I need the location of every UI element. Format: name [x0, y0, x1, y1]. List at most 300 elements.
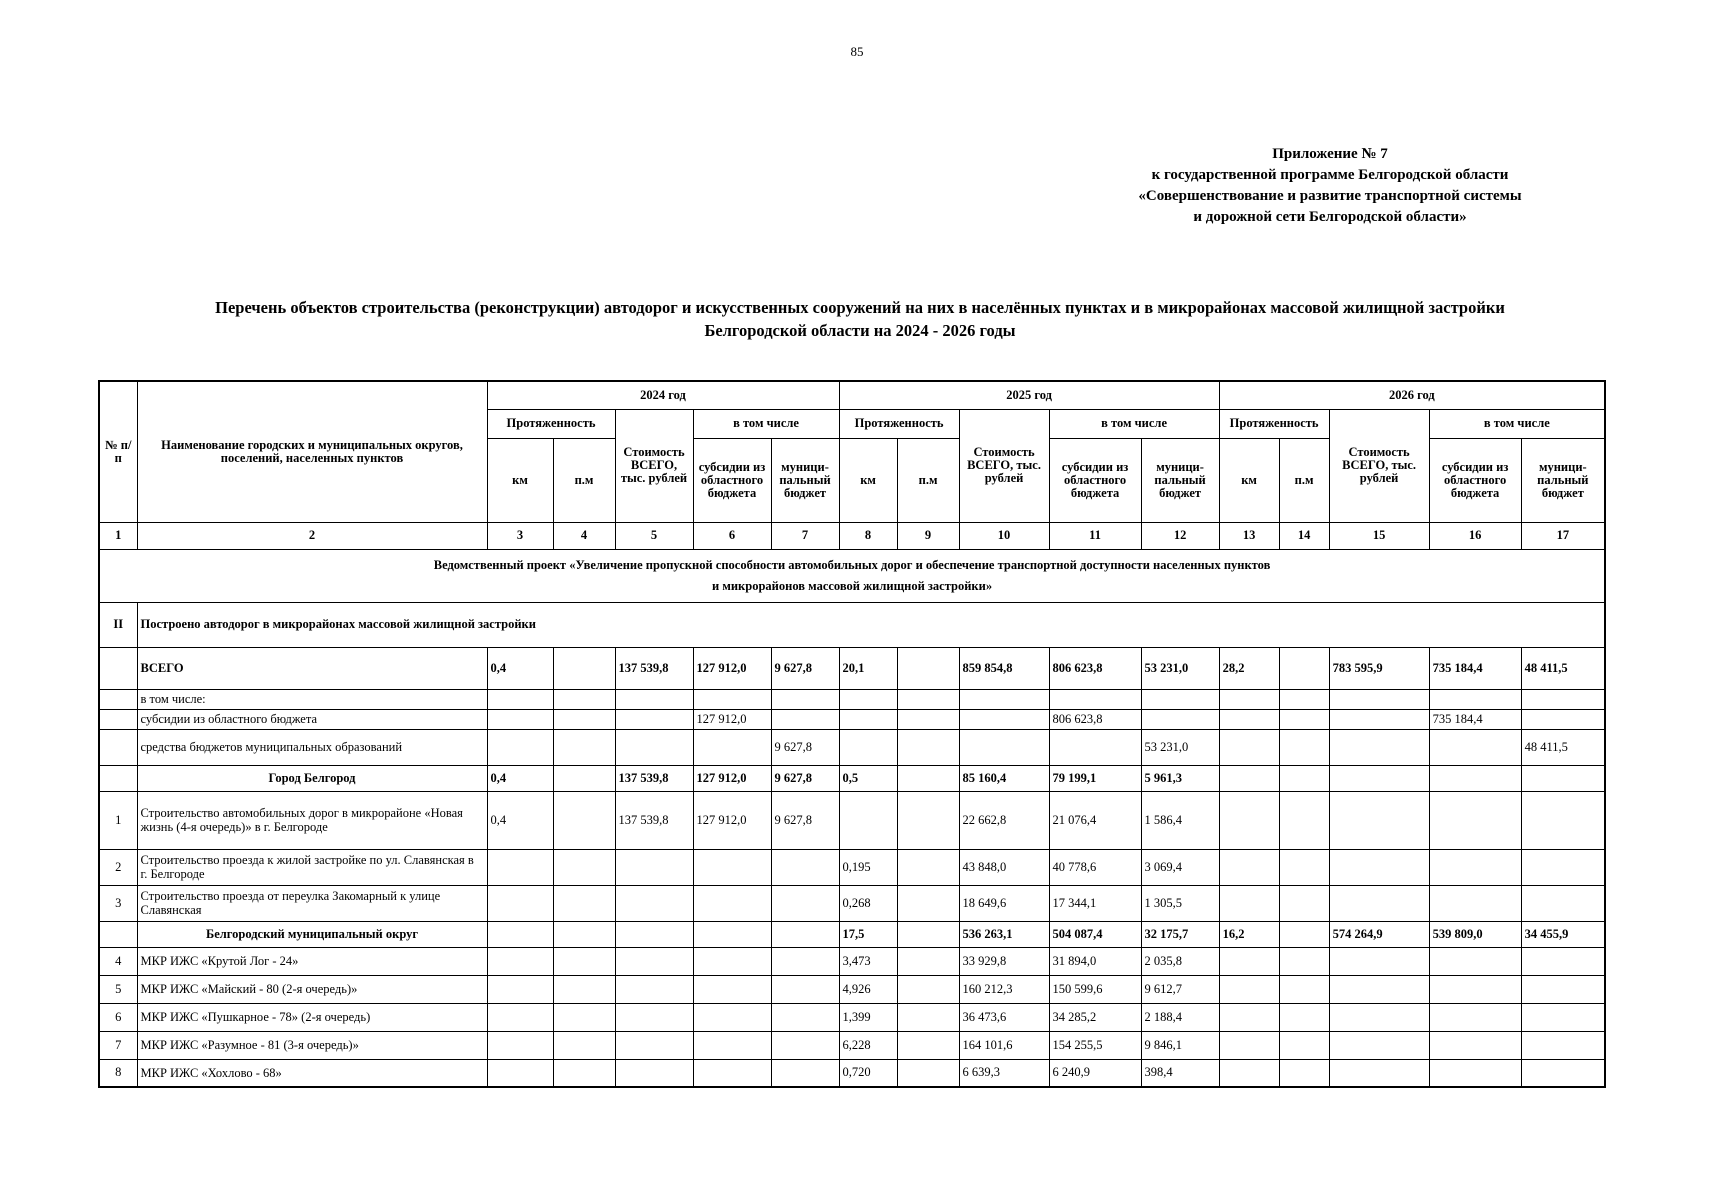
cell-col-11: 21 076,4	[1049, 791, 1141, 849]
cell-col-14	[1279, 885, 1329, 921]
cell-col-16	[1429, 765, 1521, 791]
cell-col-7	[771, 885, 839, 921]
cell-col-9	[897, 885, 959, 921]
cell-col-7	[771, 1003, 839, 1031]
cell-col-4	[553, 947, 615, 975]
table-row	[99, 791, 1605, 849]
row-number: 8	[99, 1059, 137, 1087]
cell-col-12: 9 846,1	[1141, 1031, 1219, 1059]
cell-col-12: 2 188,4	[1141, 1003, 1219, 1031]
cell-col-17: 48 411,5	[1521, 647, 1605, 689]
cell-col-17	[1521, 791, 1605, 849]
header-subsidy-2024: субсидии из областного бюджета	[693, 438, 771, 522]
cell-col-3	[487, 689, 553, 709]
table-row	[99, 729, 1605, 765]
cell-col-4	[553, 647, 615, 689]
cell-col-8: 0,720	[839, 1059, 897, 1087]
cell-col-3: 0,4	[487, 791, 553, 849]
cell-col-8: 0,268	[839, 885, 897, 921]
cell-col-8	[839, 729, 897, 765]
cell-col-9	[897, 849, 959, 885]
cell-col-7: 9 627,8	[771, 647, 839, 689]
cell-col-13	[1219, 975, 1279, 1003]
section-line-1: Ведомственный проект «Увеличение пропускной способности автомобильных дорог и обеспечение транспортной доступности населенных пунктов	[433, 557, 1271, 572]
cell-col-16: 735 184,4	[1429, 709, 1521, 729]
cell-col-12: 3 069,4	[1141, 849, 1219, 885]
header-incl-2026: в том числе	[1429, 409, 1605, 438]
subsection-number: II	[99, 602, 137, 647]
cell-col-5: 137 539,8	[615, 791, 693, 849]
cell-col-13: 16,2	[1219, 921, 1279, 947]
row-number: 1	[99, 791, 137, 849]
cell-col-4	[553, 1059, 615, 1087]
cell-col-8: 20,1	[839, 647, 897, 689]
cell-col-13: 28,2	[1219, 647, 1279, 689]
cell-col-8: 4,926	[839, 975, 897, 1003]
cell-col-11: 150 599,6	[1049, 975, 1141, 1003]
header-year-2025: 2025 год	[839, 381, 1219, 409]
cell-col-3	[487, 947, 553, 975]
cell-col-15	[1329, 791, 1429, 849]
cell-col-6	[693, 1003, 771, 1031]
cell-col-17	[1521, 1031, 1605, 1059]
cell-col-17	[1521, 1059, 1605, 1087]
cell-col-4	[553, 765, 615, 791]
cell-col-10	[959, 729, 1049, 765]
col-number: 15	[1329, 522, 1429, 549]
header-pm-2026: п.м	[1279, 438, 1329, 522]
cell-col-5	[615, 1003, 693, 1031]
col-number: 6	[693, 522, 771, 549]
header-length-2025: Протяженность	[839, 409, 959, 438]
cell-col-11: 79 199,1	[1049, 765, 1141, 791]
cell-col-10: 33 929,8	[959, 947, 1049, 975]
row-name: МКР ИЖС «Пушкарное - 78» (2-я очередь)	[137, 1003, 487, 1031]
cell-col-3: 0,4	[487, 647, 553, 689]
cell-col-12: 32 175,7	[1141, 921, 1219, 947]
cell-col-15	[1329, 689, 1429, 709]
cell-col-7: 9 627,8	[771, 765, 839, 791]
cell-col-8: 0,195	[839, 849, 897, 885]
cell-col-4	[553, 975, 615, 1003]
cell-col-3	[487, 1059, 553, 1087]
row-name: МКР ИЖС «Хохлово - 68»	[137, 1059, 487, 1087]
table-row	[99, 647, 1605, 689]
cell-col-6	[693, 689, 771, 709]
cell-col-3	[487, 885, 553, 921]
row-number	[99, 765, 137, 791]
cell-col-4	[553, 921, 615, 947]
cell-col-10: 18 649,6	[959, 885, 1049, 921]
cell-col-8: 0,5	[839, 765, 897, 791]
header-length-2024: Протяженность	[487, 409, 615, 438]
title-line-2: Белгородской области на 2024 - 2026 годы	[704, 321, 1016, 340]
row-number: 3	[99, 885, 137, 921]
cell-col-7: 9 627,8	[771, 729, 839, 765]
header-municipal-2025: муници-пальный бюджет	[1141, 438, 1219, 522]
cell-col-17	[1521, 849, 1605, 885]
header-cost-2024: Стоимость ВСЕГО, тыс. рублей	[615, 409, 693, 522]
cell-col-3	[487, 975, 553, 1003]
cell-col-14	[1279, 689, 1329, 709]
appendix-line-4: и дорожной сети Белгородской области»	[1193, 209, 1467, 225]
cell-col-6	[693, 975, 771, 1003]
cell-col-16: 539 809,0	[1429, 921, 1521, 947]
col-number: 14	[1279, 522, 1329, 549]
cell-col-4	[553, 729, 615, 765]
cell-col-15	[1329, 709, 1429, 729]
cell-col-10: 36 473,6	[959, 1003, 1049, 1031]
cell-col-14	[1279, 947, 1329, 975]
cell-col-17	[1521, 765, 1605, 791]
col-number: 12	[1141, 522, 1219, 549]
cell-col-15	[1329, 729, 1429, 765]
cell-col-8: 1,399	[839, 1003, 897, 1031]
table-row	[99, 947, 1605, 975]
header-incl-2025: в том числе	[1049, 409, 1219, 438]
cell-col-14	[1279, 765, 1329, 791]
cell-col-6	[693, 1059, 771, 1087]
cell-col-13	[1219, 849, 1279, 885]
cell-col-9	[897, 921, 959, 947]
cell-col-11: 154 255,5	[1049, 1031, 1141, 1059]
col-number: 2	[137, 522, 487, 549]
cell-col-4	[553, 885, 615, 921]
title-line-1: Перечень объектов строительства (реконструкции) автодорог и искусственных сооружений на них в населённых пунктах и в микрорайонах массовой жилищной застройки	[215, 298, 1505, 317]
header-pm-2024: п.м	[553, 438, 615, 522]
cell-col-5	[615, 849, 693, 885]
cell-col-9	[897, 647, 959, 689]
cell-col-15	[1329, 885, 1429, 921]
cell-col-10: 536 263,1	[959, 921, 1049, 947]
cell-col-15	[1329, 1031, 1429, 1059]
cell-col-6	[693, 1031, 771, 1059]
table-row	[99, 689, 1605, 709]
col-number: 10	[959, 522, 1049, 549]
header-year-2026: 2026 год	[1219, 381, 1605, 409]
cell-col-6	[693, 729, 771, 765]
cell-col-17	[1521, 709, 1605, 729]
table-row	[99, 975, 1605, 1003]
row-name: Строительство автомобильных дорог в микрорайоне «Новая жизнь (4-я очередь)» в г. Белгороде	[137, 791, 487, 849]
cell-col-6: 127 912,0	[693, 709, 771, 729]
table-row	[99, 765, 1605, 791]
cell-col-5	[615, 1059, 693, 1087]
cell-col-12: 9 612,7	[1141, 975, 1219, 1003]
header-pm-2025: п.м	[897, 438, 959, 522]
table-row	[99, 885, 1605, 921]
header-incl-2024: в том числе	[693, 409, 839, 438]
cell-col-10: 160 212,3	[959, 975, 1049, 1003]
header-length-2026: Протяженность	[1219, 409, 1329, 438]
cell-col-9	[897, 975, 959, 1003]
header-km-2024: км	[487, 438, 553, 522]
cell-col-10: 85 160,4	[959, 765, 1049, 791]
row-number	[99, 729, 137, 765]
cell-col-4	[553, 689, 615, 709]
cell-col-5	[615, 921, 693, 947]
col-number: 5	[615, 522, 693, 549]
cell-col-8: 6,228	[839, 1031, 897, 1059]
cell-col-13	[1219, 765, 1279, 791]
cell-col-6: 127 912,0	[693, 791, 771, 849]
cell-col-4	[553, 709, 615, 729]
cell-col-16: 735 184,4	[1429, 647, 1521, 689]
cell-col-5	[615, 885, 693, 921]
col-number: 8	[839, 522, 897, 549]
row-number: 7	[99, 1031, 137, 1059]
cell-col-3	[487, 921, 553, 947]
section-title	[99, 549, 1605, 602]
cell-col-5	[615, 689, 693, 709]
row-name: в том числе:	[137, 689, 487, 709]
cell-col-11: 806 623,8	[1049, 647, 1141, 689]
cell-col-14	[1279, 791, 1329, 849]
row-name: Строительство проезда к жилой застройке по ул. Славянская в г. Белгороде	[137, 849, 487, 885]
cell-col-17: 48 411,5	[1521, 729, 1605, 765]
col-number: 11	[1049, 522, 1141, 549]
cell-col-5	[615, 947, 693, 975]
cell-col-9	[897, 1031, 959, 1059]
cell-col-16	[1429, 849, 1521, 885]
row-number	[99, 689, 137, 709]
cell-col-6	[693, 947, 771, 975]
table-row	[99, 849, 1605, 885]
row-name: МКР ИЖС «Майский - 80 (2-я очередь)»	[137, 975, 487, 1003]
cell-col-7	[771, 947, 839, 975]
cell-col-17	[1521, 1003, 1605, 1031]
row-number	[99, 921, 137, 947]
table-row	[99, 1031, 1605, 1059]
appendix-line-3: «Совершенствование и развитие транспортной системы	[1138, 188, 1522, 204]
cell-col-4	[553, 791, 615, 849]
cell-col-10: 6 639,3	[959, 1059, 1049, 1087]
appendix-line-2: к государственной программе Белгородской области	[1151, 167, 1509, 183]
cell-col-14	[1279, 729, 1329, 765]
row-number: 2	[99, 849, 137, 885]
cell-col-15	[1329, 849, 1429, 885]
cell-col-7	[771, 975, 839, 1003]
cell-col-17	[1521, 975, 1605, 1003]
cell-col-8	[839, 791, 897, 849]
cell-col-3: 0,4	[487, 765, 553, 791]
cell-col-14	[1279, 921, 1329, 947]
appendix-line-1: Приложение № 7	[1272, 146, 1388, 162]
cell-col-12: 2 035,8	[1141, 947, 1219, 975]
cell-col-12: 53 231,0	[1141, 647, 1219, 689]
cell-col-13	[1219, 709, 1279, 729]
cell-col-16	[1429, 729, 1521, 765]
cell-col-7	[771, 921, 839, 947]
cell-col-13	[1219, 1003, 1279, 1031]
cell-col-3	[487, 709, 553, 729]
row-number	[99, 709, 137, 729]
cell-col-4	[553, 1031, 615, 1059]
cell-col-9	[897, 1003, 959, 1031]
header-cost-2025: Стоимость ВСЕГО, тыс. рублей	[959, 409, 1049, 522]
cell-col-16	[1429, 689, 1521, 709]
cell-col-13	[1219, 947, 1279, 975]
cell-col-3	[487, 729, 553, 765]
cell-col-9	[897, 709, 959, 729]
cell-col-12	[1141, 709, 1219, 729]
cell-col-13	[1219, 1031, 1279, 1059]
row-number: 5	[99, 975, 137, 1003]
row-name: Город Белгород	[137, 765, 487, 791]
cell-col-15: 574 264,9	[1329, 921, 1429, 947]
cell-col-3	[487, 849, 553, 885]
cell-col-9	[897, 689, 959, 709]
cell-col-15	[1329, 1003, 1429, 1031]
cell-col-15	[1329, 765, 1429, 791]
cell-col-10	[959, 709, 1049, 729]
cell-col-15	[1329, 1059, 1429, 1087]
col-number: 1	[99, 522, 137, 549]
cell-col-12: 53 231,0	[1141, 729, 1219, 765]
row-number: 4	[99, 947, 137, 975]
cell-col-9	[897, 765, 959, 791]
cell-col-7	[771, 689, 839, 709]
cell-col-5	[615, 729, 693, 765]
appendix-heading	[1060, 144, 1600, 228]
cell-col-10	[959, 689, 1049, 709]
row-name: Белгородский муниципальный округ	[137, 921, 487, 947]
cell-col-7: 9 627,8	[771, 791, 839, 849]
cell-col-7	[771, 1031, 839, 1059]
cell-col-14	[1279, 709, 1329, 729]
cell-col-5	[615, 1031, 693, 1059]
cell-col-11	[1049, 689, 1141, 709]
section-line-2: и микрорайонов массовой жилищной застройки»	[712, 578, 993, 593]
header-municipal-2024: муници-пальный бюджет	[771, 438, 839, 522]
cell-col-13	[1219, 1059, 1279, 1087]
cell-col-16	[1429, 791, 1521, 849]
cell-col-11: 17 344,1	[1049, 885, 1141, 921]
header-subsidy-2026: субсидии из областного бюджета	[1429, 438, 1521, 522]
cell-col-11: 6 240,9	[1049, 1059, 1141, 1087]
cell-col-12: 5 961,3	[1141, 765, 1219, 791]
row-number	[99, 647, 137, 689]
cell-col-6: 127 912,0	[693, 765, 771, 791]
col-number: 16	[1429, 522, 1521, 549]
table-row	[99, 1003, 1605, 1031]
cell-col-17	[1521, 947, 1605, 975]
cell-col-13	[1219, 689, 1279, 709]
header-subsidy-2025: субсидии из областного бюджета	[1049, 438, 1141, 522]
cell-col-6	[693, 921, 771, 947]
header-cost-2026: Стоимость ВСЕГО, тыс. рублей	[1329, 409, 1429, 522]
header-year-2024: 2024 год	[487, 381, 839, 409]
cell-col-8	[839, 689, 897, 709]
cell-col-11: 31 894,0	[1049, 947, 1141, 975]
cell-col-7	[771, 849, 839, 885]
cell-col-5: 137 539,8	[615, 647, 693, 689]
cell-col-8: 17,5	[839, 921, 897, 947]
cell-col-17	[1521, 689, 1605, 709]
cell-col-9	[897, 947, 959, 975]
cell-col-11	[1049, 729, 1141, 765]
cell-col-10: 859 854,8	[959, 647, 1049, 689]
page-number: 85	[850, 44, 864, 59]
col-number: 7	[771, 522, 839, 549]
header-col-name: Наименование городских и муниципальных округов, поселений, населенных пунктов	[137, 381, 487, 522]
row-name: МКР ИЖС «Крутой Лог - 24»	[137, 947, 487, 975]
cell-col-13	[1219, 885, 1279, 921]
cell-col-13	[1219, 791, 1279, 849]
cell-col-14	[1279, 647, 1329, 689]
cell-col-6: 127 912,0	[693, 647, 771, 689]
subsection-title: Построено автодорог в микрорайонах массовой жилищной застройки	[137, 602, 1605, 647]
row-name: ВСЕГО	[137, 647, 487, 689]
cell-col-5	[615, 709, 693, 729]
cell-col-16	[1429, 975, 1521, 1003]
cell-col-7	[771, 1059, 839, 1087]
cell-col-11: 806 623,8	[1049, 709, 1141, 729]
table-row	[99, 709, 1605, 729]
col-number: 3	[487, 522, 553, 549]
cell-col-7	[771, 709, 839, 729]
cell-col-11: 40 778,6	[1049, 849, 1141, 885]
cell-col-10: 22 662,8	[959, 791, 1049, 849]
cell-col-6	[693, 849, 771, 885]
row-name: МКР ИЖС «Разумное - 81 (3-я очередь)»	[137, 1031, 487, 1059]
cell-col-9	[897, 791, 959, 849]
cell-col-15	[1329, 947, 1429, 975]
cell-col-12: 398,4	[1141, 1059, 1219, 1087]
cell-col-8	[839, 709, 897, 729]
table-row	[99, 921, 1605, 947]
cell-col-14	[1279, 1031, 1329, 1059]
cell-col-11: 504 087,4	[1049, 921, 1141, 947]
cell-col-12	[1141, 689, 1219, 709]
cell-col-12: 1 586,4	[1141, 791, 1219, 849]
col-number: 13	[1219, 522, 1279, 549]
document-title	[80, 296, 1640, 342]
row-name: субсидии из областного бюджета	[137, 709, 487, 729]
cell-col-3	[487, 1003, 553, 1031]
cell-col-6	[693, 885, 771, 921]
header-km-2026: км	[1219, 438, 1279, 522]
cell-col-14	[1279, 1003, 1329, 1031]
col-number: 4	[553, 522, 615, 549]
table-body	[99, 647, 1605, 1087]
cell-col-16	[1429, 1059, 1521, 1087]
cell-col-13	[1219, 729, 1279, 765]
cell-col-14	[1279, 1059, 1329, 1087]
cell-col-16	[1429, 1003, 1521, 1031]
table-row	[99, 1059, 1605, 1087]
cell-col-9	[897, 1059, 959, 1087]
row-name: средства бюджетов муниципальных образований	[137, 729, 487, 765]
cell-col-17	[1521, 885, 1605, 921]
cell-col-4	[553, 849, 615, 885]
cell-col-9	[897, 729, 959, 765]
cell-col-3	[487, 1031, 553, 1059]
header-col-num: № п/п	[99, 381, 137, 522]
cell-col-8: 3,473	[839, 947, 897, 975]
cell-col-16	[1429, 947, 1521, 975]
cell-col-14	[1279, 975, 1329, 1003]
cell-col-16	[1429, 885, 1521, 921]
cell-col-16	[1429, 1031, 1521, 1059]
header-km-2025: км	[839, 438, 897, 522]
cell-col-5	[615, 975, 693, 1003]
objects-table	[98, 380, 1606, 1088]
cell-col-11: 34 285,2	[1049, 1003, 1141, 1031]
cell-col-14	[1279, 849, 1329, 885]
cell-col-5: 137 539,8	[615, 765, 693, 791]
col-number: 9	[897, 522, 959, 549]
